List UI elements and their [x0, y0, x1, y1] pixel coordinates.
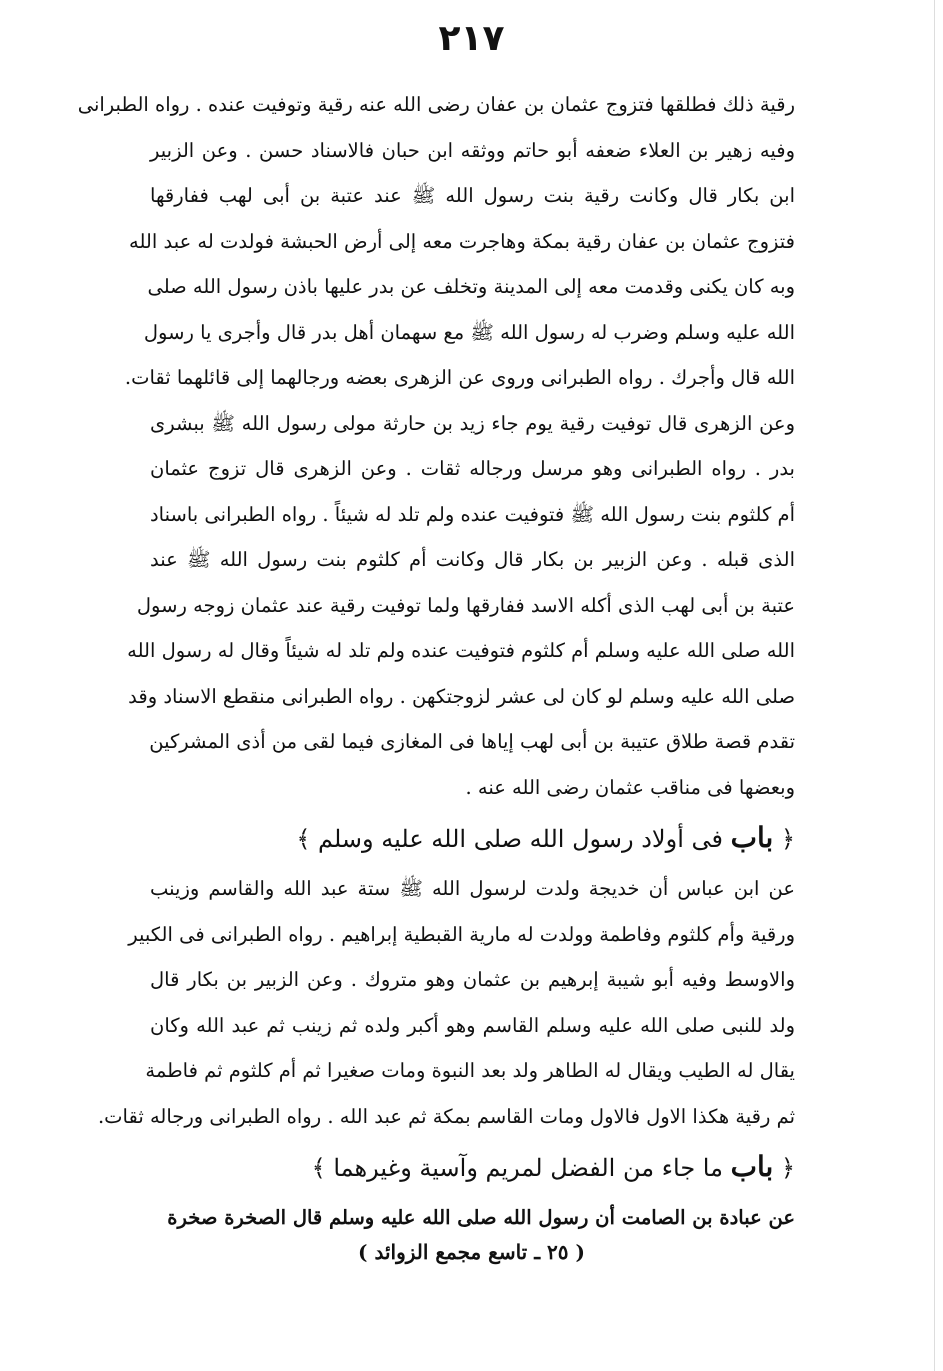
section-2	[97, 866, 795, 1139]
text-line: الله قال وأجرك . رواه الطبرانى وروى عن الزهرى بعضه ورجالهما إلى قائلهما ثقات.	[124, 366, 795, 389]
section-3	[150, 1195, 795, 1241]
page-number: ٢١٧	[438, 18, 505, 59]
text-line: عتبة بن أبى لهب الذى أكله الاسد ففارقها ولما توفيت رقية عند عثمان زوجه رسول	[136, 593, 795, 617]
heading-title: فى أولاد رسول الله صلى الله عليه وسلم	[318, 825, 723, 853]
text-line: بدر . رواه الطبرانى وهو مرسل ورجاله ثقات . وعن الزهرى قال تزوج عثمان	[150, 457, 795, 480]
heading-bab-label: باب	[730, 821, 774, 854]
heading-title: ما جاء من الفضل لمريم وآسية وغيرهما	[333, 1154, 723, 1182]
text-line: عن ابن عباس أن خديجة ولدت لرسول الله ﷺ ستة عبد الله والقاسم وزينب	[150, 877, 795, 900]
heading-bracket-open: ﴿	[780, 825, 795, 853]
page-footer-signature: ( ٢٥ ـ تاسع مجمع الزوائد )	[358, 1240, 585, 1264]
heading-bracket-open: ﴿	[780, 1154, 795, 1182]
text-line: أم كلثوم بنت رسول الله ﷺ فتوفيت عنده ولم تلد له شيئاً . رواه الطبرانى باسناد	[149, 502, 795, 526]
heading-bracket-close: ﴾	[311, 1154, 326, 1182]
text-line: عن عبادة بن الصامت أن رسول الله صلى الله عليه وسلم قال الصخرة صخرة	[167, 1206, 795, 1229]
text-line: تقدم قصة طلاق عتيبة بن أبى لهب إياها فى المغازى فيما لقى من أذى المشركين	[149, 730, 795, 753]
text-line: فتزوج عثمان بن عفان رقية بمكة وهاجرت معه إلى أرض الحبشة فولدت له عبد الله	[128, 229, 795, 253]
text-line: والاوسط وفيه أبو شيبة إبرهيم بن عثمان وهو متروك . وعن الزبير بن بكار قال	[150, 968, 795, 991]
body-text	[77, 82, 795, 1241]
text-line: ثم رقية هكذا الاول فالاول ومات القاسم بمكة ثم عبد الله . رواه الطبرانى ورجاله ثقات.	[97, 1104, 795, 1128]
chapter-heading-1	[150, 810, 795, 866]
page-edge-line	[934, 0, 935, 1371]
text-line: صلى الله عليه وسلم لو كان لى عشر لزوجتكهن . رواه الطبرانى منقطع الاسناد وقد	[128, 684, 795, 708]
heading-bracket-close: ﴾	[296, 825, 311, 853]
text-line: الذى قبله . وعن الزبير بن بكار قال وكانت أم كلثوم بنت رسول الله ﷺ عند	[150, 548, 795, 571]
heading-bab-label: باب	[730, 1150, 774, 1183]
text-line: ابن بكار قال وكانت رقية بنت رسول الله ﷺ عند عتبة بن أبى لهب ففارقها	[150, 184, 795, 207]
text-line: وبه كان يكنى وقدمت معه إلى المدينة وتخلف عن بدر عليها باذن رسول الله صلى	[147, 275, 795, 298]
text-line: وبعضها فى مناقب عثمان رضى الله عنه .	[465, 775, 795, 799]
chapter-heading-2	[150, 1139, 795, 1195]
section-1	[77, 82, 795, 810]
text-line: ولد للنبى صلى الله عليه وسلم القاسم وهو أكبر ولده ثم زينب ثم عبد الله وكان	[150, 1013, 795, 1037]
text-line: وفيه زهير بن العلاء ضعفه أبو حاتم ووثقه ابن حبان فالاسناد حسن . وعن الزبير	[150, 138, 795, 162]
text-line: رقية ذلك فطلقها فتزوج عثمان بن عفان رضى الله عنه رقية وتوفيت عنده . رواه الطبرانى	[77, 93, 795, 116]
text-line: ورقية وأم كلثوم وفاطمة وولدت له مارية القبطية إبراهيم . رواه الطبرانى فى الكبير	[128, 922, 795, 946]
text-line: يقال له الطيب ويقال له الطاهر ولد بعد النبوة ومات صغيرا ثم أم كلثوم ثم فاطمة	[145, 1059, 795, 1082]
text-line: وعن الزهرى قال توفيت رقية يوم جاء زيد بن حارثة مولى رسول الله ﷺ ببشرى	[150, 411, 795, 435]
text-line: الله صلى الله عليه وسلم أم كلثوم فتوفيت عنده ولم تلد له شيئاً وقال له رسول الله	[127, 639, 795, 662]
text-line: الله عليه وسلم وضرب له رسول الله ﷺ مع سهمان أهل بدر قال وأجرى يا رسول	[143, 320, 795, 344]
